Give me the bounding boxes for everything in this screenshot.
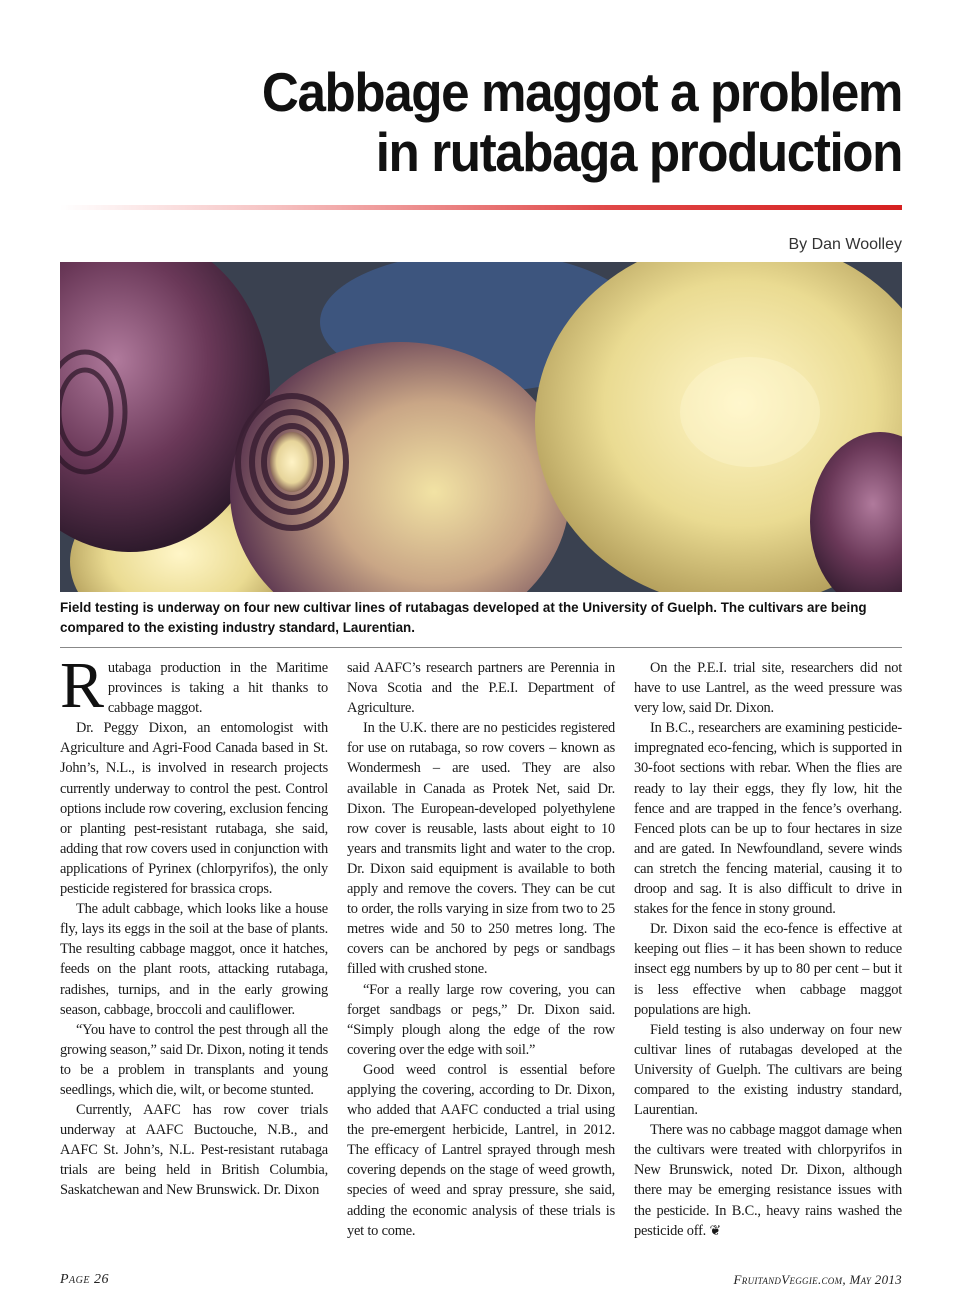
- article-column-2: [347, 658, 615, 1241]
- paragraph: [634, 1120, 902, 1242]
- paragraph: [60, 649, 328, 722]
- paragraph: Currently, AAFC has row cover trials underway at AAFC Buctouche, N.B., and AAFC St. John’s, N.L. Pest-resistant rutabaga trials are being held in British Columbia, Saskatchewan and New Brunswick. Dr. Dixon: [60, 1102, 328, 1199]
- paragraph: Dr. Dixon said the eco-fence is effective at keeping out flies – it has been shown to reduce insect egg numbers by up to 80 per cent – but it is less effective when cabbage maggot populations are high.: [634, 921, 902, 1018]
- drop-cap: R: [60, 649, 104, 722]
- paragraph: Field testing is also underway on four new cultivar lines of rutabagas developed at the University of Guelph. The cultivars are being compared to the existing industry standard, Laurentian.: [634, 1021, 902, 1119]
- headline-line-2: in rutabaga production: [375, 121, 902, 183]
- paragraph: The adult cabbage, which looks like a house fly, lays its eggs in the soil at the base of plants. The resulting cabbage maggot, once it hatches, feeds on the plant roots, attacking rutabaga, radishes, turnips, and in the early growing season, cabbage, broccoli and cauliflower.: [60, 901, 328, 1018]
- paragraph: said AAFC’s research partners are Perennia in Nova Scotia and the P.E.I. Department of Agriculture.: [347, 660, 615, 717]
- paragraph: “For a really large row covering, you can forget sandbags or pegs,” Dr. Dixon said. “Simply plough along the edge of the row covering over the edge with soil.”: [347, 981, 615, 1058]
- headline-divider: [60, 205, 902, 210]
- paragraph: In the U.K. there are no pesticides registered for use on rutabaga, so row covers – known as Wondermesh – are used. They are also available in Canada as Protek Net, said Dr. Dixon. The European-developed polyethylene row cover is reusable, lasts about eight to 10 years and transmits light and water to the crop. Dr. Dixon said equipment is available to both apply and remove the covers. They can be cut to order, the rolls varying in size from two to 25 metres wide and 50 to 250 metres long. The covers can be anchored by pegs or sandbags filled with crushed stone.: [347, 720, 615, 978]
- paragraph: Dr. Peggy Dixon, an entomologist with Agriculture and Agri-Food Canada based in St. John’s, N.L., is involved in research projects currently underway to control the pest. Control options include row covering, exclusion fencing or planting pest-resistant rutabaga, she said, adding that row covers used in conjunction with applications of Pyrinex (chlorpyrifos), the only pesticide registered for brassica crops.: [60, 720, 328, 898]
- headline: [158, 62, 902, 182]
- paragraph: Good weed control is essential before applying the covering, according to Dr. Dixon, who added that AAFC conducted a trial using the pre-emergent herbicide, Lantrel, in 2012. The efficacy of Lantrel sprayed through mesh covering depends on the stage of weed growth, species of weed and spray pressure, she said, adding the economic analysis of these trials is yet to come.: [347, 1061, 615, 1239]
- page-number: Page 26: [60, 1272, 109, 1287]
- paragraph: In B.C., researchers are examining pesticide-impregnated eco-fencing, which is supported in 30-foot sections with rebar. When the flies are ready to lay their eggs, they fly low, hit the fence and are trapped in the fence’s overhang. Fenced plots can be up to four hectares in size and are gated. In Newfoundland, severe winds can stretch the fencing material, causing it to droop and sag. It is also difficult to drive in stakes for the fence in stony ground.: [634, 720, 902, 918]
- headline-line-1: Cabbage maggot a problem: [261, 61, 902, 123]
- photo-caption: Field testing is underway on four new cultivar lines of rutabagas developed at the University of Guelph. The cultivars are being compared to the existing industry standard, Laurentian.: [60, 600, 867, 635]
- paragraph-text: There was no cabbage maggot damage when the cultivars were treated with chlorpyrifos in New Brunswick, noted Dr. Dixon, although there may be emerging resistance issues with the pesticide. In B.C., heavy rains washed the pesticide off.: [634, 1122, 902, 1239]
- publication-footer: FruitandVeggie.com, May 2013: [733, 1272, 902, 1287]
- paragraph: “You have to control the pest through all the growing season,” said Dr. Dixon, noting it tends to be a problem in transplants and young seedlings, which die, wilt, or become stunted.: [60, 1021, 328, 1098]
- caption-divider: [60, 647, 902, 648]
- paragraph: On the P.E.I. trial site, researchers did not have to use Lantrel, as the weed pressure was very low, said Dr. Dixon.: [634, 660, 902, 717]
- byline: By Dan Woolley: [788, 236, 902, 253]
- article-column-1: [60, 649, 328, 1201]
- paragraph-text: utabaga production in the Maritime provinces is taking a hit thanks to cabbage maggot.: [107, 660, 328, 717]
- end-mark-icon: ❦: [709, 1223, 721, 1239]
- article-column-3: [634, 658, 902, 1242]
- rutabagas-photo: [60, 262, 902, 592]
